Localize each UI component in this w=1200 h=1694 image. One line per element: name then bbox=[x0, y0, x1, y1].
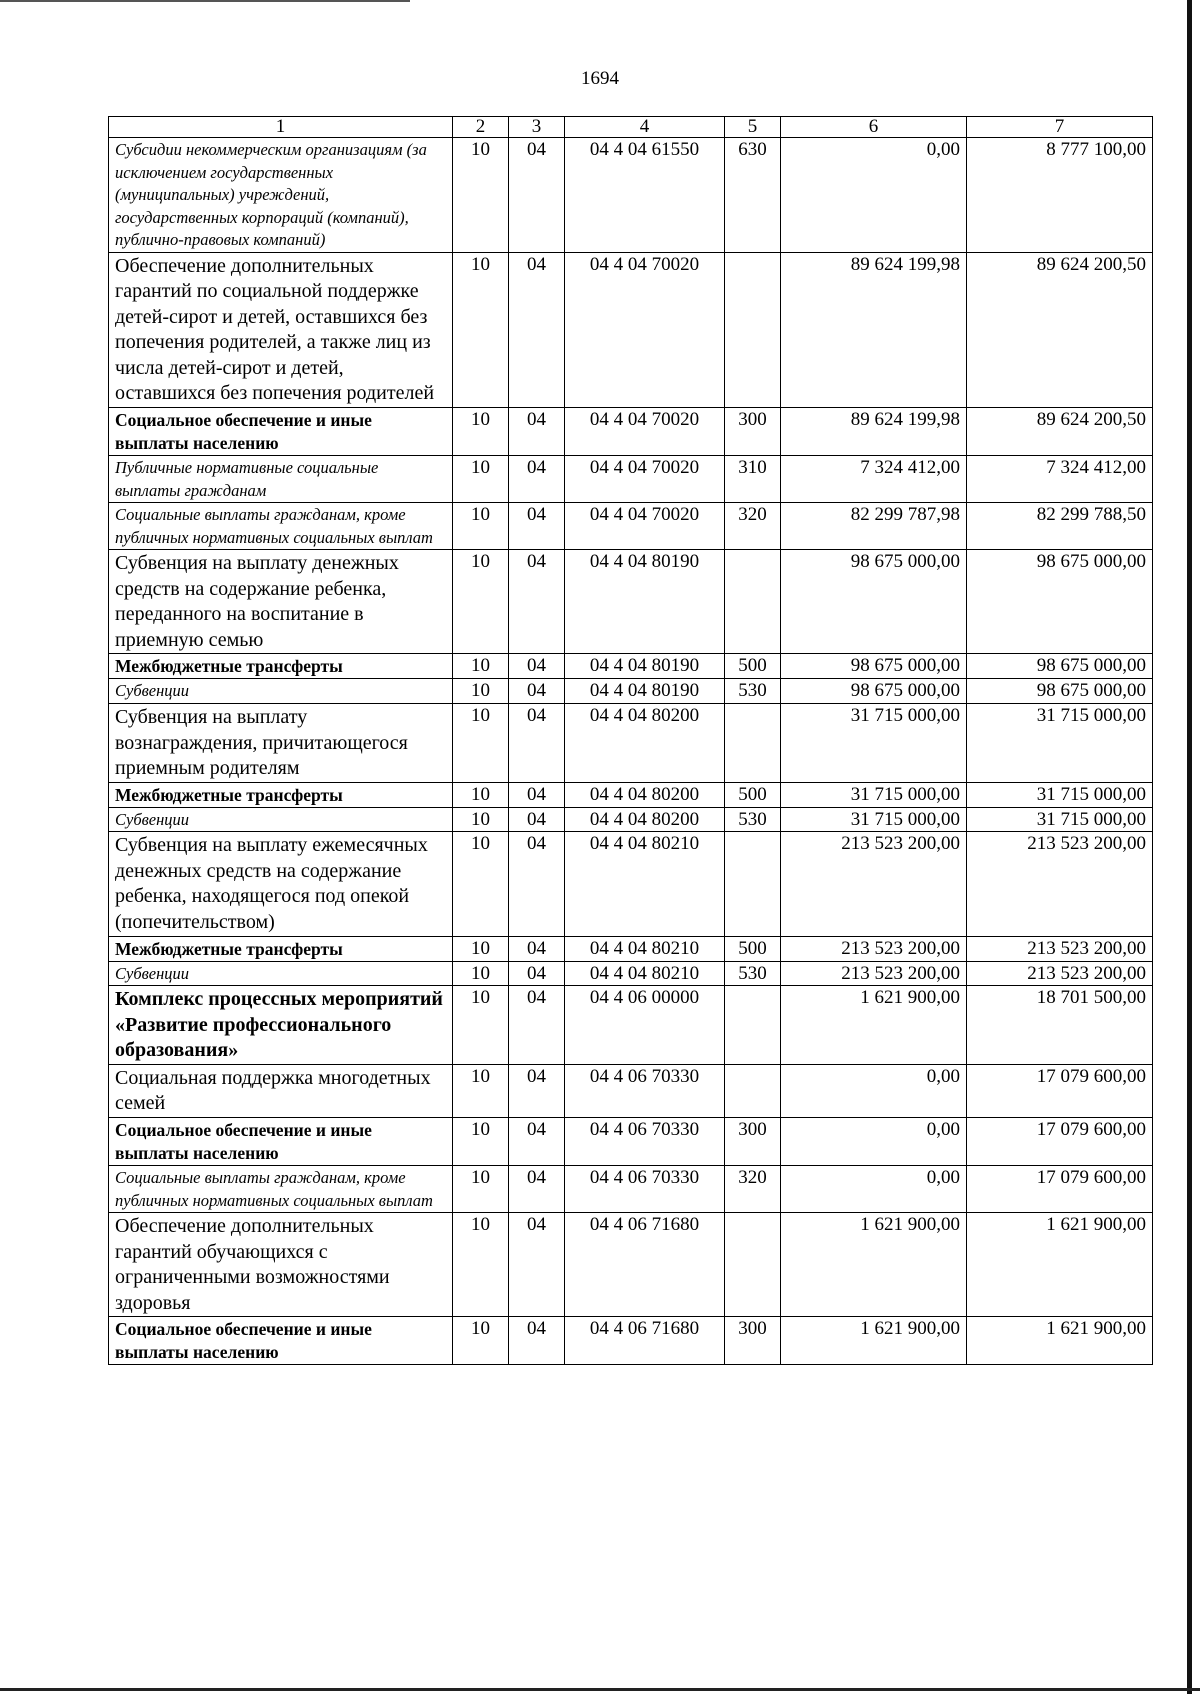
item-name-cell: Социальное обеспечение и иные выплаты населению bbox=[109, 1118, 453, 1166]
item-name-cell: Социальное обеспечение и иные выплаты населению bbox=[109, 1317, 453, 1365]
target-article-cell: 04 4 04 70020 bbox=[565, 456, 725, 503]
amount-col7-cell: 89 624 200,50 bbox=[967, 408, 1153, 456]
header-cell: 2 bbox=[453, 117, 509, 138]
amount-col6-cell: 0,00 bbox=[781, 1064, 967, 1117]
amount-col7-cell: 31 715 000,00 bbox=[967, 782, 1153, 807]
amount-col6-cell: 31 715 000,00 bbox=[781, 807, 967, 832]
header-cell: 5 bbox=[725, 117, 781, 138]
target-article-cell: 04 4 04 70020 bbox=[565, 408, 725, 456]
section-code-cell: 10 bbox=[453, 782, 509, 807]
subsection-code-cell: 04 bbox=[509, 1213, 565, 1317]
expense-type-cell: 500 bbox=[725, 936, 781, 961]
expense-type-cell bbox=[725, 832, 781, 936]
amount-col6-cell: 89 624 199,98 bbox=[781, 408, 967, 456]
target-article-cell: 04 4 04 80210 bbox=[565, 832, 725, 936]
subsection-code-cell: 04 bbox=[509, 679, 565, 704]
scan-edge-top bbox=[0, 0, 410, 2]
subsection-code-cell: 04 bbox=[509, 832, 565, 936]
subsection-code-cell: 04 bbox=[509, 986, 565, 1065]
section-code-cell: 10 bbox=[453, 252, 509, 408]
amount-col6-cell: 98 675 000,00 bbox=[781, 679, 967, 704]
section-code-cell: 10 bbox=[453, 1213, 509, 1317]
amount-col7-cell: 1 621 900,00 bbox=[967, 1213, 1153, 1317]
expense-type-cell: 530 bbox=[725, 679, 781, 704]
table-row bbox=[109, 703, 1153, 782]
target-article-cell: 04 4 04 80200 bbox=[565, 703, 725, 782]
header-cell: 7 bbox=[967, 117, 1153, 138]
subsection-code-cell: 04 bbox=[509, 807, 565, 832]
expense-type-cell: 500 bbox=[725, 782, 781, 807]
target-article-cell: 04 4 04 80200 bbox=[565, 807, 725, 832]
target-article-cell: 04 4 06 70330 bbox=[565, 1064, 725, 1117]
item-name-cell: Обеспечение дополнительных гарантий по социальной поддержке детей-сирот и детей, оставшихся без попечения родителей, а также лиц из числа детей-сирот и детей, оставшихся без попечения родителей bbox=[109, 252, 453, 408]
amount-col6-cell: 82 299 787,98 bbox=[781, 503, 967, 550]
subsection-code-cell: 04 bbox=[509, 456, 565, 503]
expense-type-cell: 300 bbox=[725, 1118, 781, 1166]
item-name-cell: Межбюджетные трансферты bbox=[109, 936, 453, 961]
expense-type-cell: 500 bbox=[725, 654, 781, 679]
item-name-cell: Публичные нормативные социальные выплаты гражданам bbox=[109, 456, 453, 503]
section-code-cell: 10 bbox=[453, 503, 509, 550]
expense-type-cell bbox=[725, 252, 781, 408]
item-name-cell: Субвенции bbox=[109, 961, 453, 986]
page-number: 1694 bbox=[581, 68, 619, 89]
target-article-cell: 04 4 04 80200 bbox=[565, 782, 725, 807]
expense-type-cell: 530 bbox=[725, 961, 781, 986]
table-row bbox=[109, 456, 1153, 503]
header-cell: 4 bbox=[565, 117, 725, 138]
table-row bbox=[109, 832, 1153, 936]
item-name-cell: Социальная поддержка многодетных семей bbox=[109, 1064, 453, 1117]
subsection-code-cell: 04 bbox=[509, 961, 565, 986]
amount-col6-cell: 0,00 bbox=[781, 1118, 967, 1166]
section-code-cell: 10 bbox=[453, 936, 509, 961]
amount-col6-cell: 1 621 900,00 bbox=[781, 1317, 967, 1365]
target-article-cell: 04 4 04 80190 bbox=[565, 679, 725, 704]
target-article-cell: 04 4 06 70330 bbox=[565, 1166, 725, 1213]
amount-col7-cell: 1 621 900,00 bbox=[967, 1317, 1153, 1365]
amount-col7-cell: 17 079 600,00 bbox=[967, 1118, 1153, 1166]
subsection-code-cell: 04 bbox=[509, 408, 565, 456]
target-article-cell: 04 4 04 70020 bbox=[565, 252, 725, 408]
item-name-cell: Субвенция на выплату ежемесячных денежных средств на содержание ребенка, находящегося под опекой (попечительством) bbox=[109, 832, 453, 936]
section-code-cell: 10 bbox=[453, 679, 509, 704]
section-code-cell: 10 bbox=[453, 550, 509, 654]
amount-col7-cell: 213 523 200,00 bbox=[967, 961, 1153, 986]
section-code-cell: 10 bbox=[453, 961, 509, 986]
expense-type-cell: 630 bbox=[725, 138, 781, 253]
item-name-cell: Социальные выплаты гражданам, кроме публичных нормативных социальных выплат bbox=[109, 1166, 453, 1213]
section-code-cell: 10 bbox=[453, 1118, 509, 1166]
table-row bbox=[109, 961, 1153, 986]
scan-edge-bottom bbox=[0, 1688, 1200, 1691]
scan-edge-right bbox=[1187, 0, 1192, 1694]
table-row bbox=[109, 1317, 1153, 1365]
subsection-code-cell: 04 bbox=[509, 1118, 565, 1166]
section-code-cell: 10 bbox=[453, 832, 509, 936]
amount-col7-cell: 98 675 000,00 bbox=[967, 654, 1153, 679]
expense-type-cell: 310 bbox=[725, 456, 781, 503]
amount-col7-cell: 89 624 200,50 bbox=[967, 252, 1153, 408]
amount-col6-cell: 98 675 000,00 bbox=[781, 654, 967, 679]
amount-col7-cell: 213 523 200,00 bbox=[967, 936, 1153, 961]
subsection-code-cell: 04 bbox=[509, 1064, 565, 1117]
subsection-code-cell: 04 bbox=[509, 503, 565, 550]
amount-col6-cell: 0,00 bbox=[781, 1166, 967, 1213]
amount-col7-cell: 98 675 000,00 bbox=[967, 679, 1153, 704]
amount-col7-cell: 8 777 100,00 bbox=[967, 138, 1153, 253]
table-row bbox=[109, 807, 1153, 832]
amount-col6-cell: 213 523 200,00 bbox=[781, 832, 967, 936]
target-article-cell: 04 4 06 71680 bbox=[565, 1317, 725, 1365]
section-code-cell: 10 bbox=[453, 654, 509, 679]
table-header-row bbox=[109, 117, 1153, 138]
target-article-cell: 04 4 06 71680 bbox=[565, 1213, 725, 1317]
item-name-cell: Комплекс процессных мероприятий «Развитие профессионального образования» bbox=[109, 986, 453, 1065]
table-row bbox=[109, 654, 1153, 679]
table-row bbox=[109, 782, 1153, 807]
subsection-code-cell: 04 bbox=[509, 654, 565, 679]
header-cell: 6 bbox=[781, 117, 967, 138]
target-article-cell: 04 4 04 80190 bbox=[565, 654, 725, 679]
target-article-cell: 04 4 04 80210 bbox=[565, 936, 725, 961]
item-name-cell: Социальное обеспечение и иные выплаты населению bbox=[109, 408, 453, 456]
subsection-code-cell: 04 bbox=[509, 936, 565, 961]
section-code-cell: 10 bbox=[453, 456, 509, 503]
table-row bbox=[109, 1166, 1153, 1213]
subsection-code-cell: 04 bbox=[509, 138, 565, 253]
table-row bbox=[109, 1213, 1153, 1317]
item-name-cell: Субвенции bbox=[109, 679, 453, 704]
expense-type-cell bbox=[725, 703, 781, 782]
table-row bbox=[109, 936, 1153, 961]
section-code-cell: 10 bbox=[453, 807, 509, 832]
amount-col7-cell: 31 715 000,00 bbox=[967, 703, 1153, 782]
amount-col7-cell: 31 715 000,00 bbox=[967, 807, 1153, 832]
section-code-cell: 10 bbox=[453, 408, 509, 456]
amount-col6-cell: 213 523 200,00 bbox=[781, 936, 967, 961]
section-code-cell: 10 bbox=[453, 138, 509, 253]
subsection-code-cell: 04 bbox=[509, 1166, 565, 1213]
target-article-cell: 04 4 04 80210 bbox=[565, 961, 725, 986]
target-article-cell: 04 4 04 61550 bbox=[565, 138, 725, 253]
header-cell: 1 bbox=[109, 117, 453, 138]
item-name-cell: Социальные выплаты гражданам, кроме публичных нормативных социальных выплат bbox=[109, 503, 453, 550]
amount-col6-cell: 7 324 412,00 bbox=[781, 456, 967, 503]
section-code-cell: 10 bbox=[453, 1064, 509, 1117]
subsection-code-cell: 04 bbox=[509, 782, 565, 807]
item-name-cell: Субвенция на выплату вознаграждения, причитающегося приемным родителям bbox=[109, 703, 453, 782]
item-name-cell: Обеспечение дополнительных гарантий обучающихся с ограниченными возможностями здоровья bbox=[109, 1213, 453, 1317]
expense-type-cell: 320 bbox=[725, 1166, 781, 1213]
expense-type-cell: 320 bbox=[725, 503, 781, 550]
table-row bbox=[109, 1118, 1153, 1166]
amount-col7-cell: 7 324 412,00 bbox=[967, 456, 1153, 503]
expense-type-cell: 530 bbox=[725, 807, 781, 832]
subsection-code-cell: 04 bbox=[509, 703, 565, 782]
expense-type-cell: 300 bbox=[725, 408, 781, 456]
expense-type-cell: 300 bbox=[725, 1317, 781, 1365]
amount-col6-cell: 89 624 199,98 bbox=[781, 252, 967, 408]
header-cell: 3 bbox=[509, 117, 565, 138]
subsection-code-cell: 04 bbox=[509, 252, 565, 408]
amount-col6-cell: 1 621 900,00 bbox=[781, 986, 967, 1065]
item-name-cell: Субвенции bbox=[109, 807, 453, 832]
table-row bbox=[109, 138, 1153, 253]
expense-type-cell bbox=[725, 550, 781, 654]
target-article-cell: 04 4 06 00000 bbox=[565, 986, 725, 1065]
amount-col7-cell: 18 701 500,00 bbox=[967, 986, 1153, 1065]
subsection-code-cell: 04 bbox=[509, 550, 565, 654]
amount-col7-cell: 17 079 600,00 bbox=[967, 1166, 1153, 1213]
table-body bbox=[109, 117, 1153, 1365]
table-row bbox=[109, 252, 1153, 408]
expense-type-cell bbox=[725, 1213, 781, 1317]
amount-col6-cell: 31 715 000,00 bbox=[781, 782, 967, 807]
amount-col7-cell: 82 299 788,50 bbox=[967, 503, 1153, 550]
table-row bbox=[109, 503, 1153, 550]
amount-col7-cell: 98 675 000,00 bbox=[967, 550, 1153, 654]
amount-col7-cell: 17 079 600,00 bbox=[967, 1064, 1153, 1117]
table-row bbox=[109, 986, 1153, 1065]
table-row bbox=[109, 1064, 1153, 1117]
amount-col6-cell: 213 523 200,00 bbox=[781, 961, 967, 986]
amount-col6-cell: 98 675 000,00 bbox=[781, 550, 967, 654]
table-row bbox=[109, 408, 1153, 456]
subsection-code-cell: 04 bbox=[509, 1317, 565, 1365]
target-article-cell: 04 4 06 70330 bbox=[565, 1118, 725, 1166]
amount-col7-cell: 213 523 200,00 bbox=[967, 832, 1153, 936]
budget-table bbox=[108, 116, 1153, 1365]
section-code-cell: 10 bbox=[453, 986, 509, 1065]
target-article-cell: 04 4 04 80190 bbox=[565, 550, 725, 654]
amount-col6-cell: 1 621 900,00 bbox=[781, 1213, 967, 1317]
expense-type-cell bbox=[725, 986, 781, 1065]
item-name-cell: Субсидии некоммерческим организациям (за исключением государственных (муниципальных) учреждений, государственных корпораций (компаний), публично-правовых компаний) bbox=[109, 138, 453, 253]
item-name-cell: Межбюджетные трансферты bbox=[109, 782, 453, 807]
item-name-cell: Межбюджетные трансферты bbox=[109, 654, 453, 679]
table-row bbox=[109, 679, 1153, 704]
amount-col6-cell: 0,00 bbox=[781, 138, 967, 253]
expense-type-cell bbox=[725, 1064, 781, 1117]
amount-col6-cell: 31 715 000,00 bbox=[781, 703, 967, 782]
target-article-cell: 04 4 04 70020 bbox=[565, 503, 725, 550]
section-code-cell: 10 bbox=[453, 703, 509, 782]
table-row bbox=[109, 550, 1153, 654]
section-code-cell: 10 bbox=[453, 1317, 509, 1365]
section-code-cell: 10 bbox=[453, 1166, 509, 1213]
item-name-cell: Субвенция на выплату денежных средств на содержание ребенка, переданного на воспитание в приемную семью bbox=[109, 550, 453, 654]
